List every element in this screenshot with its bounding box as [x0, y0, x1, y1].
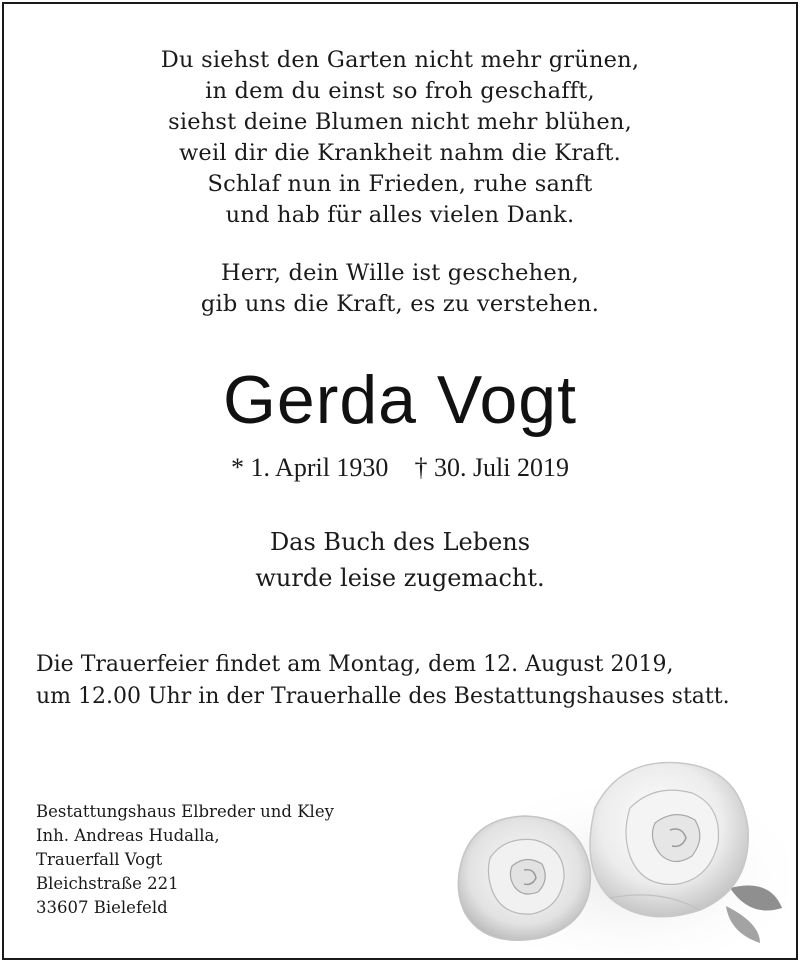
poem-line: Herr, dein Wille ist geschehen,	[221, 260, 579, 286]
poem-line: Schlaf nun in Frieden, ruhe sanft	[207, 171, 593, 197]
poem-line: weil dir die Krankheit nahm die Kraft.	[178, 140, 622, 166]
poem-line: und hab für alles vielen Dank.	[225, 202, 575, 228]
ceremony-announcement	[36, 649, 776, 713]
motto	[0, 524, 800, 596]
rose-right	[590, 763, 748, 917]
motto-line: wurde leise zugemacht.	[255, 564, 545, 592]
address-line: Trauerfall Vogt	[36, 850, 163, 869]
undertaker-address	[36, 800, 436, 920]
poem-line: Du siehst den Garten nicht mehr grünen,	[160, 47, 640, 73]
motto-line: Das Buch des Lebens	[269, 528, 531, 556]
deceased-name: Gerda Vogt	[222, 362, 578, 438]
address-line: 33607 Bielefeld	[36, 898, 168, 917]
address-line: Bestattungshaus Elbreder und Kley	[36, 802, 334, 821]
life-dates	[0, 452, 800, 484]
poem-line: gib uns die Kraft, es zu verstehen.	[200, 291, 600, 317]
birth-date: * 1. April 1930	[230, 453, 389, 482]
poem-line: siehst deine Blumen nicht mehr blühen,	[168, 109, 632, 135]
death-date: † 30. Juli 2019	[414, 453, 570, 482]
poem-verse-2	[0, 258, 800, 320]
ceremony-line: um 12.00 Uhr in der Trauerhalle des Bestattungshauses statt.	[36, 684, 730, 709]
rose-left	[458, 816, 590, 940]
poem-line: in dem du einst so froh geschafft,	[205, 78, 595, 104]
address-line: Inh. Andreas Hudalla,	[36, 826, 220, 845]
ceremony-line: Die Trauerfeier findet am Montag, dem 12. August 2019,	[36, 652, 674, 677]
address-line: Bleichstraße 221	[36, 874, 179, 893]
roses-illustration-icon	[430, 738, 790, 954]
poem-verse-1	[0, 45, 800, 231]
